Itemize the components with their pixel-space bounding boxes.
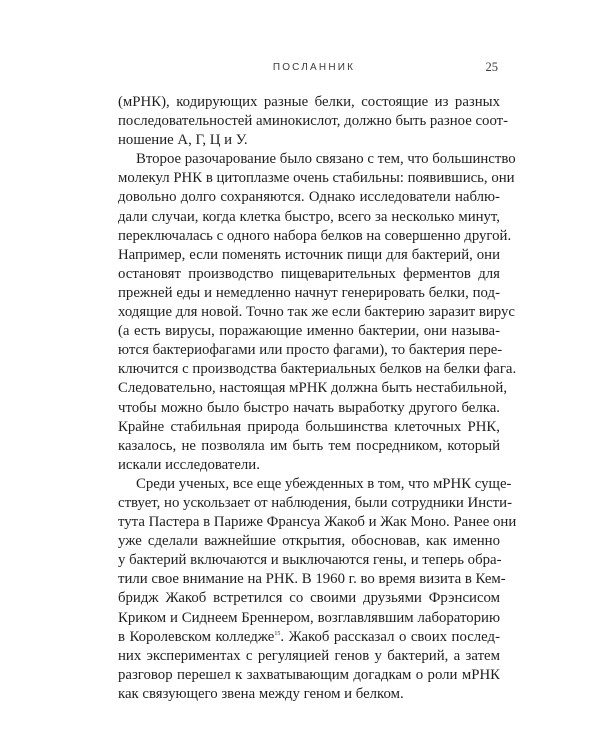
paragraph-3 <box>118 475 517 704</box>
text-line: Например, если поменять источник пищи для бактерий, они <box>118 246 500 263</box>
text-line-with-footnote <box>118 628 500 647</box>
text-line: Среди ученых, все еще убежденных в том, что мРНК суще- <box>136 475 512 492</box>
text-line: чтобы можно было быстро начать выработку другого белка. <box>118 399 500 416</box>
text-line: Второе разочарование было связано с тем, что большинство <box>136 151 516 168</box>
footnote-marker[interactable]: 15 <box>274 630 281 637</box>
text-fragment: . Жакоб рассказал о своих послед- <box>280 628 500 645</box>
text-line: ствует, но ускользает от наблюдения, были сотрудники Инсти- <box>118 494 512 511</box>
text-line: как связующего звена между геном и белком. <box>118 685 404 702</box>
text-line: (мРНК), кодирующих разные белки, состоящие из разных <box>118 94 500 110</box>
paragraph-2 <box>118 150 517 475</box>
text-line: молекул РНК в цитоплазме очень стабильны: появившись, они <box>118 170 515 187</box>
text-line: них экспериментах с регуляцией генов у бактерий, а затем <box>118 647 500 664</box>
running-title: ПОСЛАННИК <box>272 62 356 73</box>
text-line: переключалась с одного набора белков на совершенно другой. <box>118 227 512 244</box>
text-fragment: в Королевском колледже <box>118 628 275 645</box>
text-line: дали случаи, когда клетка быстро, всего за несколько минут, <box>118 208 500 225</box>
text-line: (а есть вирусы, поражающие именно бактерии, они называ- <box>118 323 500 340</box>
text-line: прежней еды и немедленно начнут генерировать белки, под- <box>118 284 500 301</box>
text-line: Следовательно, настоящая мРНК должна быть нестабильной, <box>118 380 508 397</box>
text-line: ключится с производства бактериальных белков на белки фага. <box>118 361 517 378</box>
text-line: последовательностей аминокислот, должно быть разное соот- <box>118 113 509 130</box>
text-line: тили свое внимание на РНК. В 1960 г. во время визита в Кем- <box>118 571 506 588</box>
text-line: разговор перешел к захватывающим догадкам о роли мРНК <box>118 666 500 683</box>
text-line: у бактерий включаются и выключаются гены, и теперь обра- <box>118 552 502 569</box>
text-line: Криком и Сиднеем Бреннером, возглавлявшим лабораторию <box>118 609 500 626</box>
text-line: остановят производство пищеварительных ферментов для <box>118 265 500 282</box>
text-line: бридж Жакоб встретился со своими друзьями Фрэнсисом <box>118 590 500 607</box>
page-number: 25 <box>485 60 498 74</box>
text-line: тута Пастера в Париже Франсуа Жакоб и Жак Моно. Ранее они <box>118 514 517 531</box>
text-line: уже сделали важнейшие открытия, обосновав, как именно <box>118 533 500 550</box>
text-line: ходящие для новой. Точно так же если бактерию заразит вирус <box>118 304 515 321</box>
text-line: Крайне стабильная природа большинства клеточных РНК, <box>118 418 500 435</box>
text-line: довольно долго сохраняются. Однако исследователи наблю- <box>118 189 500 206</box>
text-line: ются бактериофагами или просто фагами), то бактерия пере- <box>118 342 503 359</box>
body-text <box>118 93 517 704</box>
text-line: казалось, не позволяла им быть тем посредником, который <box>118 437 500 454</box>
text-line: искали исследователи. <box>118 456 260 473</box>
paragraph-1 <box>118 93 509 150</box>
running-head <box>130 60 498 80</box>
text-line: ношение А, Г, Ц и У. <box>118 132 248 149</box>
